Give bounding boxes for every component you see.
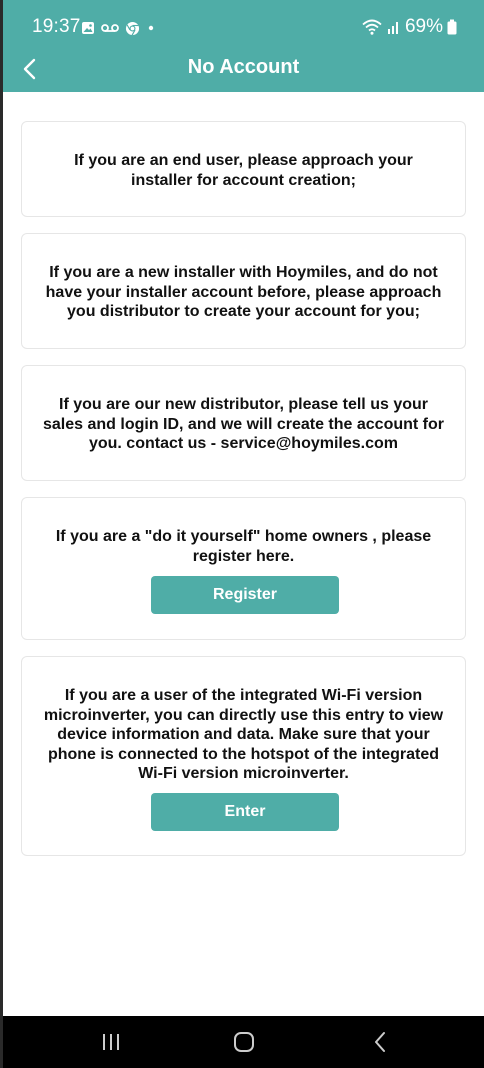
new-installer-text: If you are a new installer with Hoymiles, and do not have your installer account before, please approach you distributor to create your account for you; [45,264,442,320]
chrome-icon [125,21,140,36]
recent-apps-icon [101,1033,121,1051]
battery-label: 69% [404,16,443,37]
home-icon [233,1031,255,1053]
back-icon [373,1031,387,1053]
end-user-text: If you are an end user, please approach your installer for account creation; [74,152,413,189]
wifi-microinverter-text: If you are a user of the integrated Wi-Fi version microinverter, you can directly use this entry to view device information and data. Make sure that your phone is connected to the hotspot of the integrated Wi-Fi version microinverter. [43,687,444,782]
status-time: 19:37 [32,16,81,37]
diy-homeowner-text: If you are a "do it yourself" home owners , please register here. [55,528,432,565]
back-nav-button[interactable] [365,1030,395,1054]
end-user-card [21,121,466,217]
diy-homeowner-card [21,497,466,640]
new-distributor-text: If you are our new distributor, please tell us your sales and login ID, and we will create the account for you. contact us - service@hoymiles.com [43,396,444,452]
home-button[interactable] [229,1030,259,1054]
page-title: No Account [187,56,300,78]
notification-icons [81,18,156,38]
header [3,46,484,92]
battery-icon [447,19,457,35]
wifi-microinverter-card [21,656,466,856]
status-right [361,15,457,39]
new-distributor-card [21,365,466,481]
signal-icon [387,19,401,35]
wifi-icon [361,18,383,36]
system-nav-bar [3,1016,484,1068]
recent-apps-button[interactable] [96,1030,126,1054]
gallery-icon [81,21,95,35]
register-button[interactable]: Register [151,576,339,614]
status-bar [3,0,484,46]
enter-button[interactable]: Enter [151,793,339,831]
dot-icon [146,23,156,33]
voicemail-icon [101,23,119,33]
new-installer-card [21,233,466,349]
app-screen [3,0,484,1068]
